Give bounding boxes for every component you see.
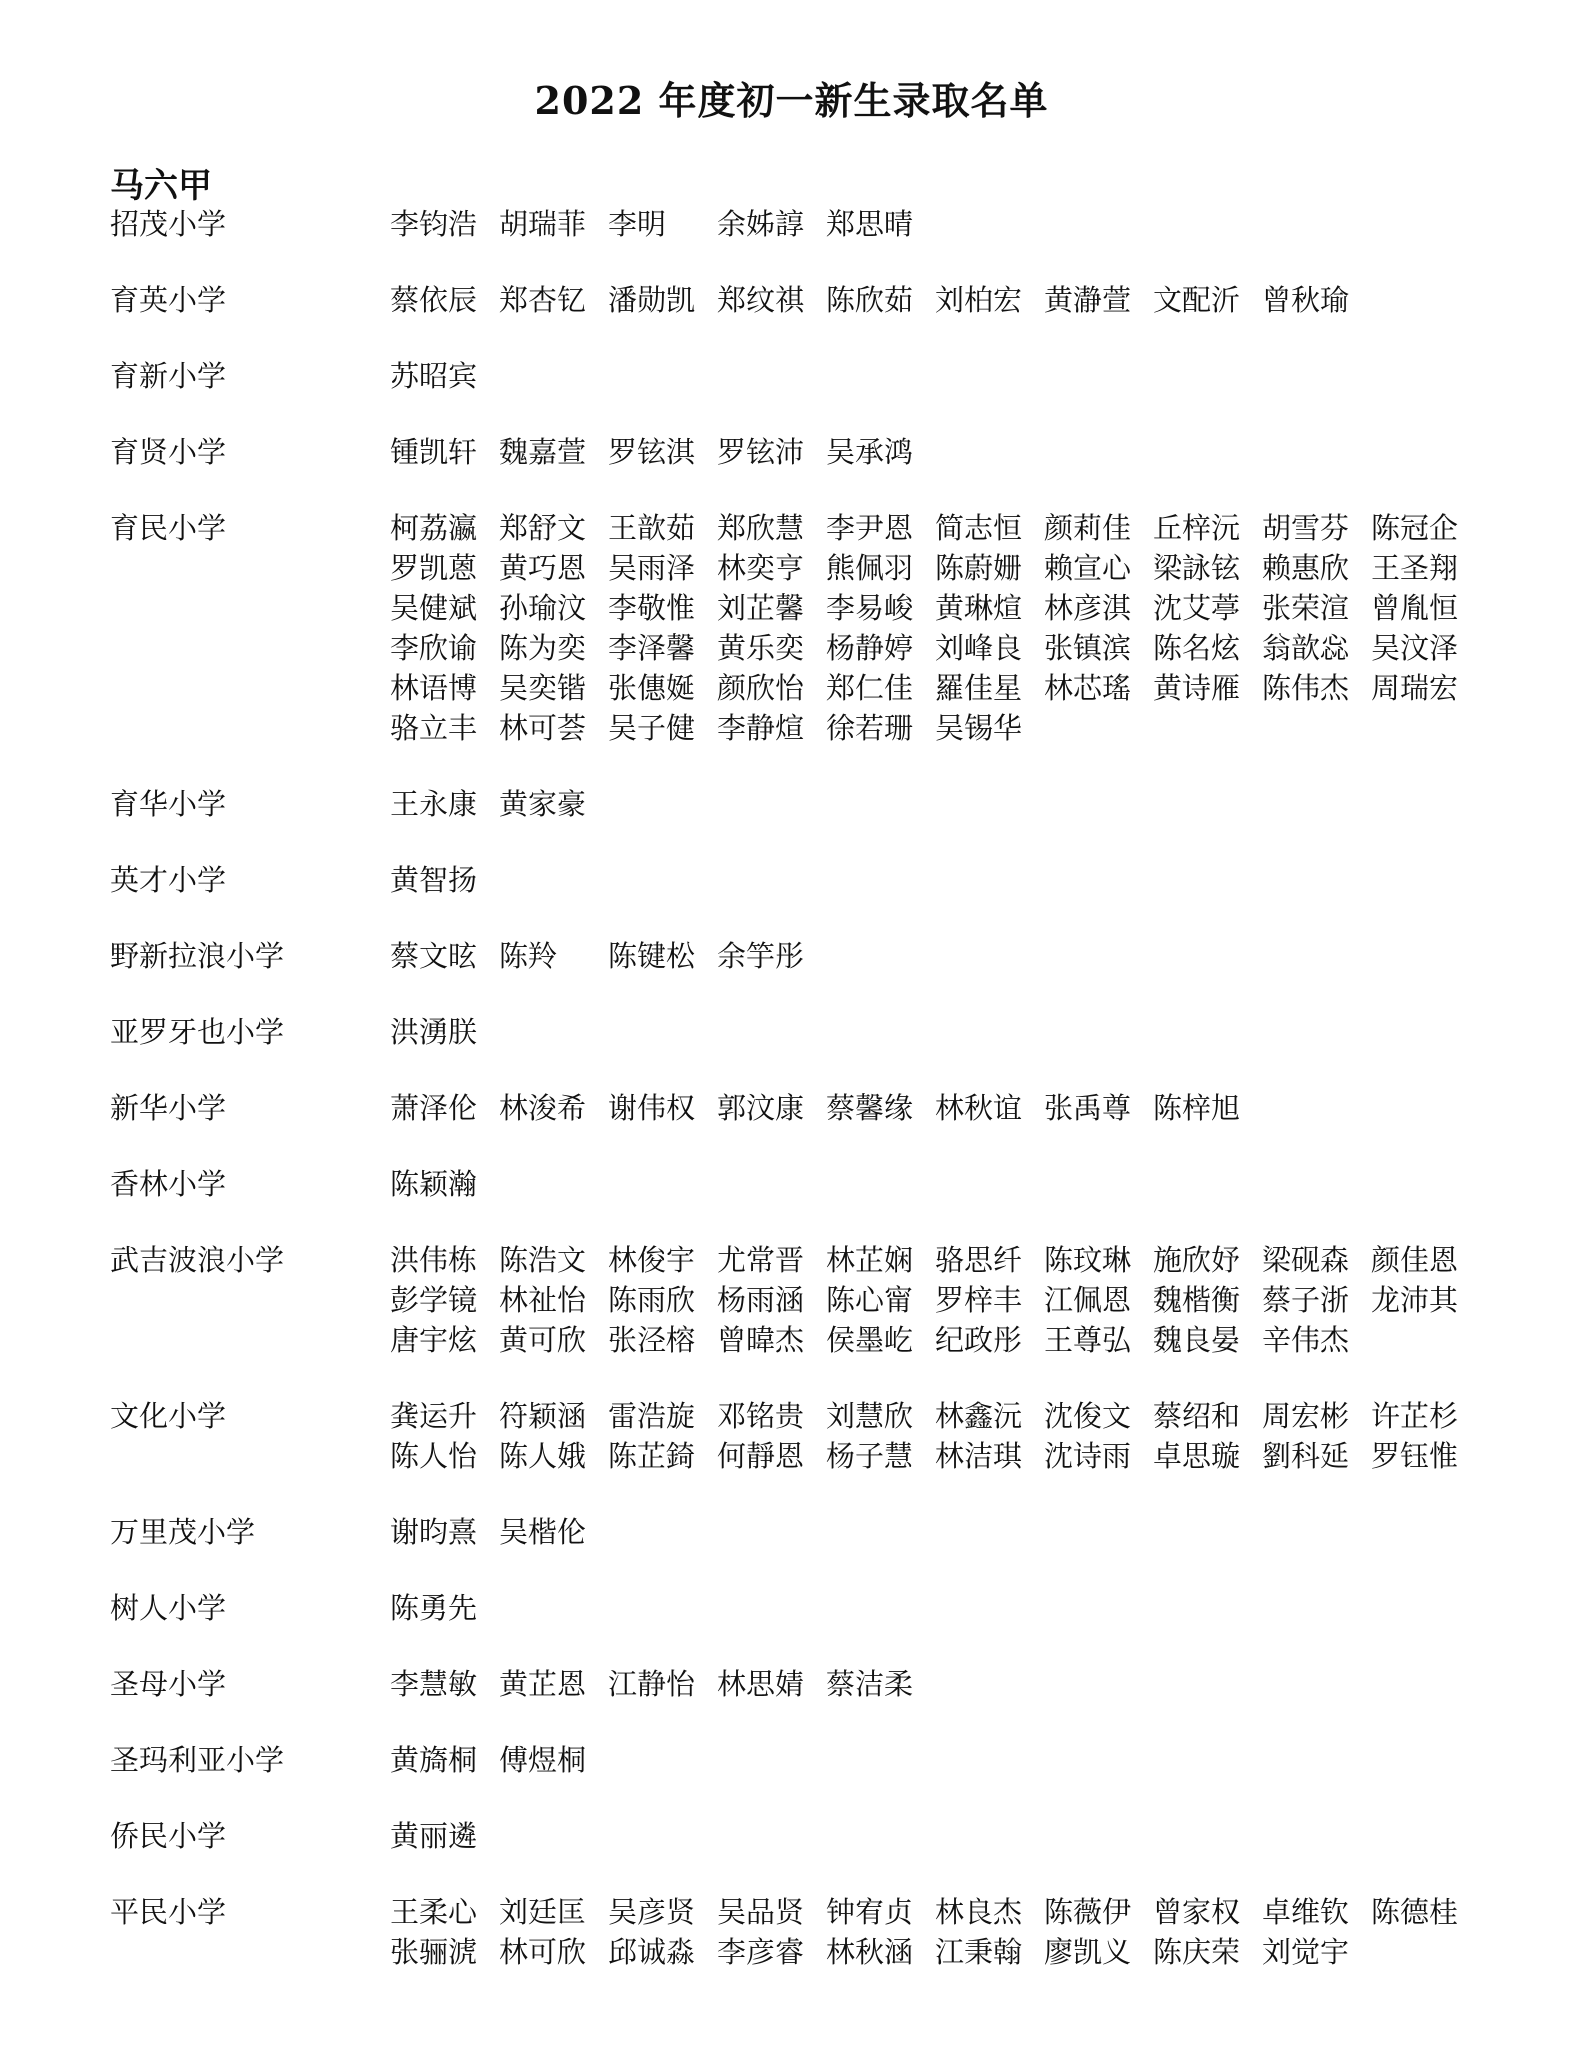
student-name: 侯墨屹 [826,1323,914,1357]
school-entry [110,1664,1510,1704]
school-entry [110,1012,1510,1052]
student-name: 王尊弘 [1044,1323,1132,1357]
student-name: 雷浩旋 [608,1399,696,1433]
student-name: 曾胤恒 [1371,591,1459,625]
student-name: 林祉怡 [499,1283,587,1317]
student-name: 余姊諄 [717,207,805,241]
school-entry [110,1396,1510,1476]
student-name: 黄琳煊 [935,591,1023,625]
student-name: 张荣渲 [1262,591,1350,625]
student-name: 罗钰惟 [1371,1439,1459,1473]
student-name: 陈羚 [499,939,558,973]
student-name: 郑杏钇 [499,283,587,317]
student-name: 林秋涵 [826,1935,914,1969]
school-name: 野新拉浪小学 [110,939,285,973]
student-list [390,1396,1510,1476]
school-entry [110,280,1510,320]
region-heading: 马六甲 [110,166,212,206]
school-name: 育新小学 [110,359,227,393]
student-name: 刘芷馨 [717,591,805,625]
student-name: 江佩恩 [1044,1283,1132,1317]
student-name: 吴锡华 [935,711,1023,745]
student-name: 陈梓旭 [1153,1091,1241,1125]
student-name: 林良杰 [935,1895,1023,1929]
student-name: 吴奕锴 [499,671,587,705]
student-name: 刘廷匡 [499,1895,587,1929]
student-list [390,1740,1510,1780]
school-entry [110,784,1510,824]
school-entry [110,1740,1510,1780]
student-name: 施欣妤 [1153,1243,1241,1277]
student-name: 锺凯轩 [390,435,478,469]
student-name: 纪政彤 [935,1323,1023,1357]
student-name: 吴子健 [608,711,696,745]
student-list [390,1088,1510,1128]
student-name: 曾秋瑜 [1262,283,1350,317]
student-list [390,432,1510,472]
school-name: 平民小学 [110,1895,227,1929]
student-list [390,280,1510,320]
student-name: 辛伟杰 [1262,1323,1350,1357]
student-name: 吴雨泽 [608,551,696,585]
student-name: 刘柏宏 [935,283,1023,317]
student-name: 曾家权 [1153,1895,1241,1929]
student-name: 邓铭贵 [717,1399,805,1433]
student-name: 罗凯蒽 [390,551,478,585]
student-name: 林语博 [390,671,478,705]
school-name: 香林小学 [110,1167,227,1201]
student-name: 洪湧朕 [390,1015,478,1049]
student-name: 潘勋凯 [608,283,696,317]
school-entry [110,1816,1510,1856]
student-name: 李慧敏 [390,1667,478,1701]
school-name: 万里茂小学 [110,1515,256,1549]
student-name: 李易峻 [826,591,914,625]
student-name: 林奕亨 [717,551,805,585]
student-name: 陈键松 [608,939,696,973]
student-name: 魏良晏 [1153,1323,1241,1357]
student-name: 陈心甯 [826,1283,914,1317]
student-name: 陈薇伊 [1044,1895,1132,1929]
student-name: 骆立丰 [390,711,478,745]
student-name: 谢伟权 [608,1091,696,1125]
student-name: 林俊宇 [608,1243,696,1277]
student-name: 沈诗雨 [1044,1439,1132,1473]
student-name: 黄家豪 [499,787,587,821]
student-name: 余竽彤 [717,939,805,973]
student-name: 黄丽遴 [390,1819,478,1853]
student-name: 李欣谕 [390,631,478,665]
student-name: 颜佳恩 [1371,1243,1459,1277]
student-name: 吴健斌 [390,591,478,625]
school-name: 侨民小学 [110,1819,227,1853]
student-name: 黄乐奕 [717,631,805,665]
student-name: 胡瑞菲 [499,207,587,241]
student-name: 翁歆惢 [1262,631,1350,665]
student-list [390,1816,1510,1856]
student-name: 李静煊 [717,711,805,745]
student-name: 吴汶泽 [1371,631,1459,665]
student-list [390,936,1510,976]
student-list [390,1588,1510,1628]
student-name: 羅佳星 [935,671,1023,705]
student-name: 傅煜桐 [499,1743,587,1777]
student-name: 尤常晋 [717,1243,805,1277]
student-name: 刘觉宇 [1262,1935,1350,1969]
student-name: 沈艾葶 [1153,591,1241,625]
student-name: 熊佩羽 [826,551,914,585]
school-name: 亚罗牙也小学 [110,1015,285,1049]
student-name: 黄芷恩 [499,1667,587,1701]
student-name: 黄瀞萱 [1044,283,1132,317]
student-name: 林洁琪 [935,1439,1023,1473]
student-name: 林可欣 [499,1935,587,1969]
student-name: 孙瑜汶 [499,591,587,625]
student-name: 王歆茹 [608,511,696,545]
student-list [390,784,1510,824]
student-name: 王永康 [390,787,478,821]
student-name: 林芷娴 [826,1243,914,1277]
student-name: 许芷杉 [1371,1399,1459,1433]
student-name: 卓维钦 [1262,1895,1350,1929]
student-name: 陈雨欣 [608,1283,696,1317]
student-name: 李彦睿 [717,1935,805,1969]
student-name: 彭学镜 [390,1283,478,1317]
student-name: 郑思晴 [826,207,914,241]
student-list [390,1512,1510,1552]
student-name: 邱诚淼 [608,1935,696,1969]
school-name: 育贤小学 [110,435,227,469]
student-name: 陈冠企 [1371,511,1459,545]
student-list [390,1664,1510,1704]
student-name: 徐若珊 [826,711,914,745]
student-name: 钟宥贞 [826,1895,914,1929]
school-entry [110,1240,1510,1360]
student-name: 张镇滨 [1044,631,1132,665]
student-name: 王柔心 [390,1895,478,1929]
student-name: 黄旖桐 [390,1743,478,1777]
student-name: 刘慧欣 [826,1399,914,1433]
student-name: 郑纹祺 [717,283,805,317]
student-name: 张僡娫 [608,671,696,705]
student-name: 罗铉沛 [717,435,805,469]
student-name: 郑欣慧 [717,511,805,545]
student-name: 杨静婷 [826,631,914,665]
student-name: 唐宇炫 [390,1323,478,1357]
student-list [390,204,1510,244]
student-name: 谢昀熹 [390,1515,478,1549]
student-name: 郭汶康 [717,1091,805,1125]
student-name: 林鑫沅 [935,1399,1023,1433]
school-entry [110,1512,1510,1552]
student-name: 曾暐杰 [717,1323,805,1357]
school-list [110,204,1510,2008]
school-name: 圣母小学 [110,1667,227,1701]
student-name: 柯荔瀛 [390,511,478,545]
student-name: 魏楷衡 [1153,1283,1241,1317]
student-name: 龙沛其 [1371,1283,1459,1317]
student-name: 劉科延 [1262,1439,1350,1473]
student-name: 江秉翰 [935,1935,1023,1969]
school-entry [110,1164,1510,1204]
school-entry [110,508,1510,748]
student-name: 黄智扬 [390,863,478,897]
student-list [390,860,1510,900]
student-name: 张骊淲 [390,1935,478,1969]
student-name: 梁砚森 [1262,1243,1350,1277]
student-name: 李明 [608,207,667,241]
student-name: 陈庆荣 [1153,1935,1241,1969]
student-name: 吴楷伦 [499,1515,587,1549]
student-name: 林彦淇 [1044,591,1132,625]
student-name: 卓思璇 [1153,1439,1241,1473]
school-name: 圣玛利亚小学 [110,1743,285,1777]
student-name: 林可荟 [499,711,587,745]
student-name: 陈芷錡 [608,1439,696,1473]
student-name: 蔡绍和 [1153,1399,1241,1433]
school-name: 文化小学 [110,1399,227,1433]
student-name: 胡雪芬 [1262,511,1350,545]
student-name: 蔡文昡 [390,939,478,973]
student-name: 林浚希 [499,1091,587,1125]
school-entry [110,432,1510,472]
student-name: 陈伟杰 [1262,671,1350,705]
student-name: 魏嘉萱 [499,435,587,469]
student-name: 吴品贤 [717,1895,805,1929]
student-name: 罗梓丰 [935,1283,1023,1317]
student-name: 陈德桂 [1371,1895,1459,1929]
student-name: 蔡依辰 [390,283,478,317]
school-name: 武吉波浪小学 [110,1243,285,1277]
student-name: 何靜恩 [717,1439,805,1473]
student-name: 周宏彬 [1262,1399,1350,1433]
student-name: 林秋谊 [935,1091,1023,1125]
student-name: 颜莉佳 [1044,511,1132,545]
school-name: 育民小学 [110,511,227,545]
school-entry [110,1088,1510,1128]
student-name: 颜欣怡 [717,671,805,705]
student-name: 赖宣心 [1044,551,1132,585]
student-name: 李敬惟 [608,591,696,625]
student-name: 张泾榕 [608,1323,696,1357]
student-name: 赖惠欣 [1262,551,1350,585]
student-name: 陈蔚姗 [935,551,1023,585]
student-name: 张禹尊 [1044,1091,1132,1125]
student-name: 陈人怡 [390,1439,478,1473]
student-name: 陈勇先 [390,1591,478,1625]
student-name: 廖凯义 [1044,1935,1132,1969]
student-name: 林芯瑤 [1044,671,1132,705]
school-entry [110,1892,1510,1972]
school-name: 育华小学 [110,787,227,821]
student-name: 陈浩文 [499,1243,587,1277]
student-name: 杨雨涵 [717,1283,805,1317]
student-list [390,1012,1510,1052]
student-name: 骆思纤 [935,1243,1023,1277]
student-name: 梁詠铉 [1153,551,1241,585]
student-name: 沈俊文 [1044,1399,1132,1433]
student-name: 蔡馨缘 [826,1091,914,1125]
student-name: 简志恒 [935,511,1023,545]
student-name: 陈人娥 [499,1439,587,1473]
student-name: 杨子慧 [826,1439,914,1473]
student-name: 蔡子浙 [1262,1283,1350,1317]
student-name: 符颖涵 [499,1399,587,1433]
student-name: 罗铉淇 [608,435,696,469]
student-name: 陈颖瀚 [390,1167,478,1201]
student-name: 吴承鸿 [826,435,914,469]
student-name: 黄可欣 [499,1323,587,1357]
student-list [390,356,1510,396]
student-name: 李钧浩 [390,207,478,241]
student-list [390,1892,1510,1972]
student-name: 林思婧 [717,1667,805,1701]
student-name: 李尹恩 [826,511,914,545]
school-name: 育英小学 [110,283,227,317]
student-name: 江静怡 [608,1667,696,1701]
student-name: 陈玟琳 [1044,1243,1132,1277]
school-entry [110,204,1510,244]
school-name: 树人小学 [110,1591,227,1625]
student-name: 陈欣茹 [826,283,914,317]
student-name: 王圣翔 [1371,551,1459,585]
page-title: 2022 年度初一新生录取名单 [534,78,1049,123]
student-name: 陈名炫 [1153,631,1241,665]
student-name: 苏昭宾 [390,359,478,393]
student-name: 蔡洁柔 [826,1667,914,1701]
school-name: 招茂小学 [110,207,227,241]
student-list [390,508,1510,748]
student-name: 周瑞宏 [1371,671,1459,705]
student-list [390,1240,1510,1360]
student-name: 刘峰良 [935,631,1023,665]
school-name: 新华小学 [110,1091,227,1125]
student-name: 洪伟栋 [390,1243,478,1277]
student-name: 黄诗雁 [1153,671,1241,705]
school-name: 英才小学 [110,863,227,897]
student-name: 郑仁佳 [826,671,914,705]
student-name: 黄巧恩 [499,551,587,585]
school-entry [110,936,1510,976]
student-name: 龚运升 [390,1399,478,1433]
student-name: 丘梓沅 [1153,511,1241,545]
school-entry [110,356,1510,396]
student-name: 李泽馨 [608,631,696,665]
student-name: 陈为奕 [499,631,587,665]
school-entry [110,860,1510,900]
student-name: 萧泽伦 [390,1091,478,1125]
student-name: 文配沂 [1153,283,1241,317]
student-list [390,1164,1510,1204]
student-name: 吴彦贤 [608,1895,696,1929]
school-entry [110,1588,1510,1628]
student-name: 郑舒文 [499,511,587,545]
